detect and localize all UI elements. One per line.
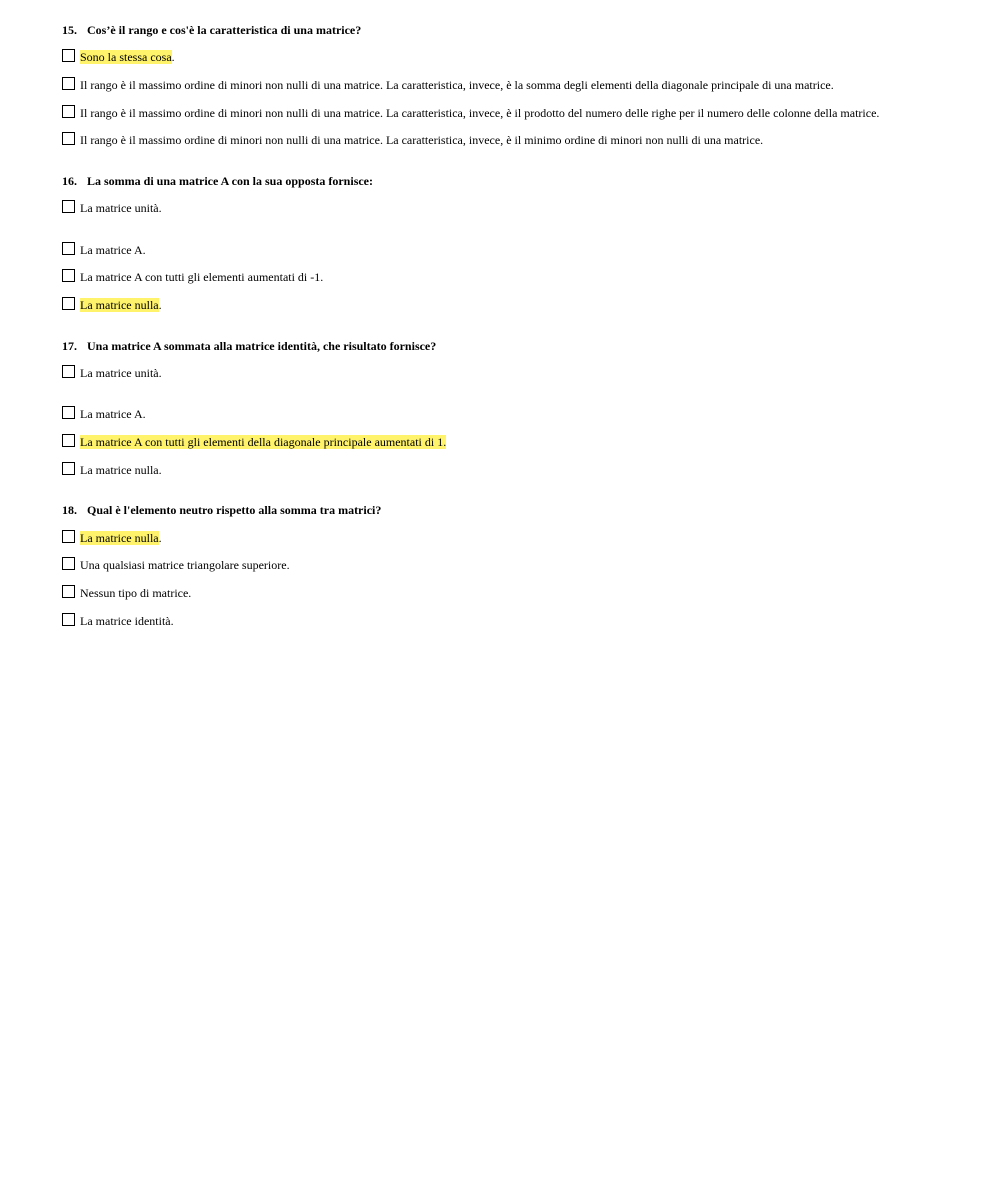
question-text: Cos’è il rango e cos'è la caratteristica di una matrice? <box>87 23 362 37</box>
checkbox[interactable] <box>62 297 75 310</box>
question-16-title <box>62 174 373 188</box>
highlighted-answer: La matrice nulla <box>80 298 159 312</box>
option-text: La matrice identità. <box>80 614 174 628</box>
question-17-title <box>62 339 436 353</box>
question-text: Qual è l'elemento neutro rispetto alla somma tra matrici? <box>87 503 382 517</box>
option-text: Una qualsiasi matrice triangolare superiore. <box>80 558 290 572</box>
option-text: Nessun tipo di matrice. <box>80 586 192 600</box>
checkbox[interactable] <box>62 269 75 282</box>
option-text <box>80 434 446 450</box>
checkbox[interactable] <box>62 49 75 62</box>
option-text: La matrice A con tutti gli elementi aumentati di -1. <box>80 270 324 284</box>
question-number: 18. <box>62 503 77 517</box>
option-text: La matrice unità. <box>80 201 162 215</box>
checkbox[interactable] <box>62 613 75 626</box>
question-number: 15. <box>62 23 77 37</box>
checkbox[interactable] <box>62 530 75 543</box>
option-text: La matrice unità. <box>80 366 162 380</box>
checkbox[interactable] <box>62 105 75 118</box>
checkbox[interactable] <box>62 242 75 255</box>
option-text: La matrice nulla. <box>80 298 162 312</box>
option-text: La matrice A. <box>80 407 146 421</box>
question-number: 17. <box>62 339 77 353</box>
checkbox[interactable] <box>62 434 75 447</box>
option-text: La matrice nulla. <box>80 531 162 545</box>
checkbox[interactable] <box>62 77 75 90</box>
checkbox[interactable] <box>62 462 75 475</box>
option-text: Sono la stessa cosa. <box>80 50 175 64</box>
option-text: Il rango è il massimo ordine di minori non nulli di una matrice. La caratteristica, invece, è la somma degli elementi della diagonale principale di una matrice. <box>80 78 834 92</box>
question-15-title <box>62 23 361 37</box>
checkbox[interactable] <box>62 132 75 145</box>
question-18-title <box>62 503 381 517</box>
checkbox[interactable] <box>62 406 75 419</box>
highlighted-answer: La matrice A con tutti gli elementi della diagonale principale aumentati di 1. <box>80 435 447 449</box>
question-text: Una matrice A sommata alla matrice identità, che risultato fornisce? <box>87 339 437 353</box>
highlighted-answer: Sono la stessa cosa <box>80 50 172 64</box>
question-number: 16. <box>62 174 77 188</box>
checkbox[interactable] <box>62 200 75 213</box>
option-text: Il rango è il massimo ordine di minori non nulli di una matrice. La caratteristica, invece, è il prodotto del numero delle righe per il numero delle colonne della matrice. <box>80 106 880 120</box>
option-text: Il rango è il massimo ordine di minori non nulli di una matrice. La caratteristica, invece, è il minimo ordine di minori non nulli di una matrice. <box>80 133 764 147</box>
option-text: La matrice nulla. <box>80 463 162 477</box>
option-text: La matrice A. <box>80 243 146 257</box>
checkbox[interactable] <box>62 365 75 378</box>
checkbox[interactable] <box>62 557 75 570</box>
highlighted-answer: La matrice nulla <box>80 531 159 545</box>
question-text: La somma di una matrice A con la sua opposta fornisce: <box>87 174 374 188</box>
checkbox[interactable] <box>62 585 75 598</box>
